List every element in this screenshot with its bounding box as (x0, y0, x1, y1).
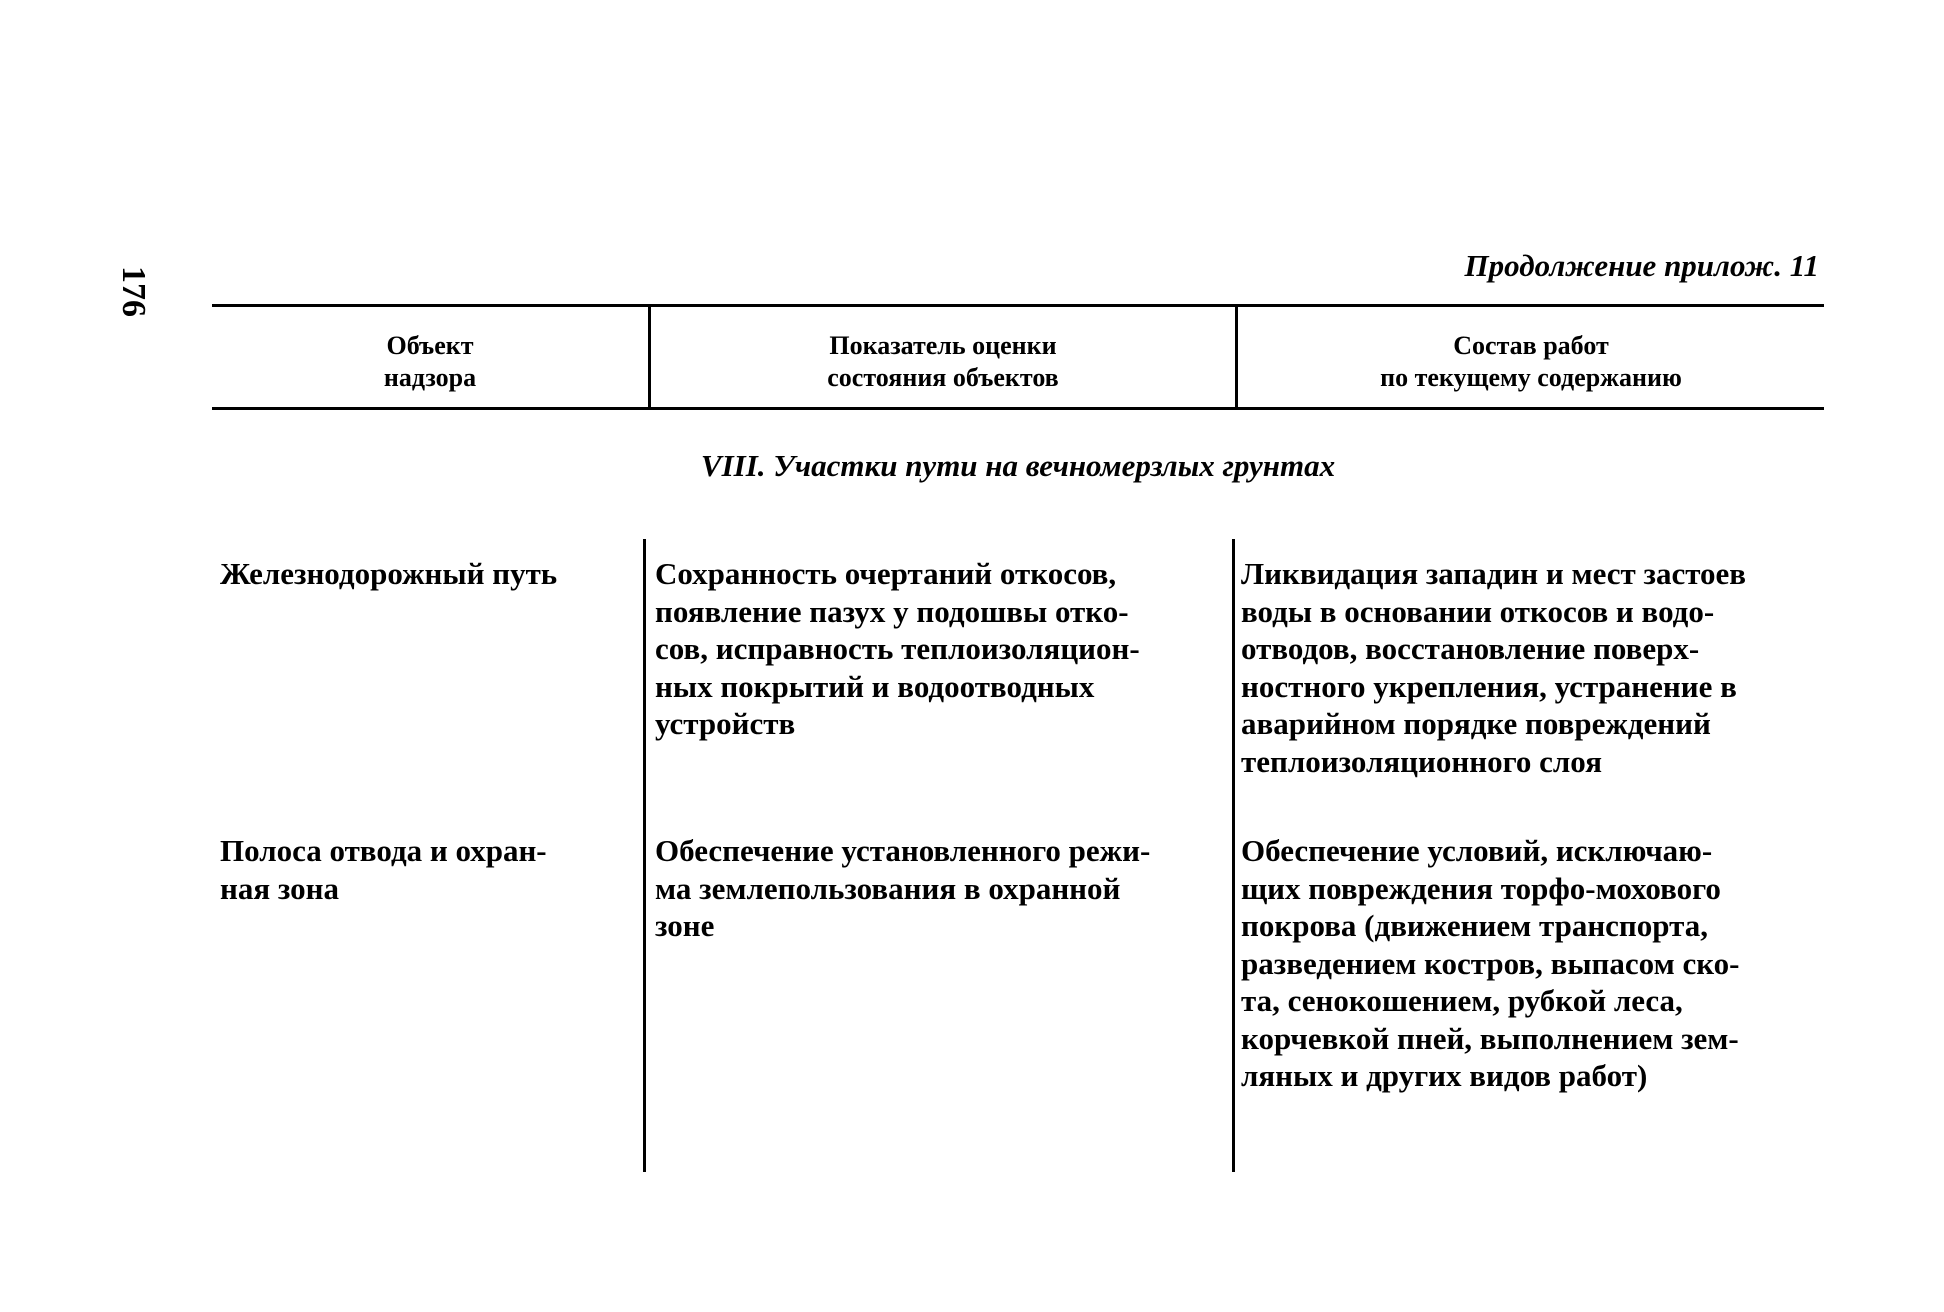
cell-line: ная зона (220, 870, 340, 906)
cell-line: Железнодорожный путь (220, 556, 558, 591)
cell-line: сов, исправность теплоизоляцион- (655, 631, 1140, 666)
column-divider-1 (643, 539, 646, 1172)
header-works (1238, 330, 1824, 394)
row-2-indicator (655, 832, 1150, 945)
cell-line: Обеспечение условий, исключаю- (1241, 833, 1713, 868)
cell-line: появление пазух у подошвы отко- (655, 593, 1129, 629)
continuation-label: Продолжение прилож. 11 (1464, 248, 1819, 283)
header-line: по текущему содержанию (1380, 363, 1682, 392)
row-1-indicator (655, 555, 1140, 743)
cell-line: корчевкой пней, выполнением зем- (1241, 1020, 1739, 1056)
cell-line: Сохранность очертаний откосов, (655, 556, 1117, 591)
table-top-rule (212, 304, 1824, 307)
cell-line: устройств (655, 706, 796, 741)
header-indicator (651, 330, 1235, 394)
cell-line: та, сенокошением, рубкой леса, (1241, 983, 1683, 1018)
header-line: Состав работ (1453, 331, 1609, 360)
cell-line: воды в основании откосов и водо- (1241, 593, 1715, 629)
header-line: надзора (383, 363, 477, 392)
cell-line: Ликвидация западин и мест застоев (1241, 556, 1747, 591)
row-2-object (220, 832, 547, 907)
cell-line: отводов, восстановление поверх- (1241, 631, 1700, 666)
row-2-works (1241, 832, 1739, 1095)
cell-line: ма землепользования в охранной (655, 870, 1121, 906)
cell-line: аварийном порядке повреждений (1241, 706, 1711, 741)
row-1-object (220, 555, 557, 593)
column-divider-2 (1232, 539, 1235, 1172)
cell-line: Полоса отвода и охран- (220, 833, 547, 868)
cell-line: ностного укрепления, устранение в (1241, 668, 1737, 704)
page-number: 176 (115, 266, 152, 317)
table-header-bottom-rule (212, 407, 1824, 410)
cell-line: покрова (движением транспорта, (1241, 908, 1708, 943)
header-line: Показатель оценки (829, 331, 1057, 360)
header-object (212, 330, 648, 394)
section-title: VIII. Участки пути на вечномерзлых грунтах (700, 448, 1336, 483)
cell-line: Обеспечение установленного режи- (655, 833, 1151, 868)
cell-line: ных покрытий и водоотводных (655, 668, 1095, 704)
cell-line: ляных и других видов работ) (1241, 1058, 1648, 1093)
cell-line: зоне (655, 908, 715, 943)
header-line: Объект (386, 331, 474, 360)
cell-line: теплоизоляционного слоя (1241, 743, 1602, 779)
cell-line: щих повреждения торфо-мохового (1241, 870, 1721, 906)
header-line: состояния объектов (827, 363, 1059, 392)
row-1-works (1241, 555, 1746, 780)
cell-line: разведением костров, выпасом ско- (1241, 945, 1740, 981)
